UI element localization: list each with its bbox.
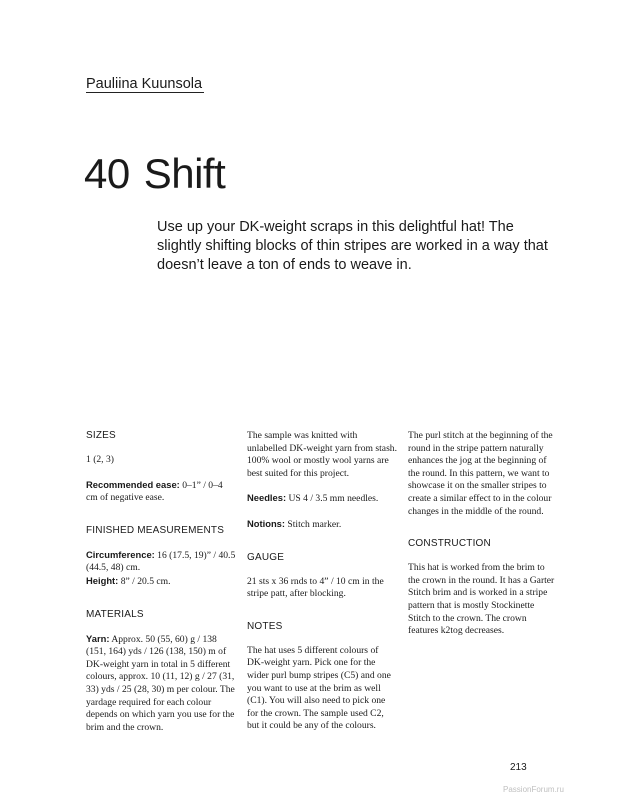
construction-text: This hat is worked from the brim to the crown in the round. It has a Garter Stitch brim and is worked in a stripe pattern that is mostly Stockinette Stitch to the crown. The crown features k2tog decreases.: [408, 562, 555, 637]
sizes-heading: SIZES: [86, 430, 116, 441]
column-2: [247, 430, 397, 745]
notes-text: The hat uses 5 different colours of DK-weight yarn. Pick one for the wider purl bump stripes (C5) and one you want to use at the brim as well (C1). You will also need to pick one for the crown. The sample used C2, but it could be any of the colours.: [247, 644, 391, 732]
ease-label: Recommended ease:: [86, 478, 180, 490]
circumference-paragraph: [86, 549, 236, 575]
column-1: [86, 430, 236, 746]
circumference-label: Circumference:: [86, 548, 155, 560]
notes-heading: NOTES: [247, 620, 283, 632]
sample-text: The sample was knitted with unlabelled DK-weight yarn from stash. 100% wool or mostly wool yarns are best suited for this project.: [247, 430, 397, 479]
pattern-name: Shift: [143, 150, 226, 197]
height-paragraph: [86, 575, 236, 589]
height-label: Height:: [86, 574, 119, 586]
needles-paragraph: [247, 492, 397, 506]
materials-heading: MATERIALS: [86, 608, 144, 620]
yarn-label: Yarn:: [86, 632, 110, 644]
construction-heading: CONSTRUCTION: [408, 538, 491, 550]
pattern-number: 40: [84, 150, 130, 197]
circumference-value: 16 (17.5, 19)” / 40.5 (44.5, 48) cm.: [86, 549, 236, 574]
notions-label: Notions:: [247, 517, 286, 529]
finished-measurements-heading: FINISHED MEASUREMENTS: [86, 524, 225, 536]
notions-value: Stitch marker.: [285, 518, 342, 530]
gauge-text: 21 sts x 36 rnds to 4” / 10 cm in the stripe patt, after blocking.: [247, 575, 384, 600]
ease-paragraph: [86, 479, 236, 505]
ease-value: 0–1” / 0–4 cm of negative ease.: [86, 479, 223, 504]
yarn-value: Approx. 50 (55, 60) g / 138 (151, 164) yds / 126 (138, 150) m of DK-weight yarn in total in 5 different colours, approx. 10 (11, 12) g / 27 (31, 33) yds / 25 (28, 30) m per colour. The yardage required for each colour depends on which yarn you use for the brim and the crown.: [86, 633, 235, 733]
notions-paragraph: [247, 518, 397, 532]
height-value: 8” / 20.5 cm.: [118, 575, 171, 587]
pattern-title: [84, 150, 225, 198]
sizes-value: 1 (2, 3): [86, 454, 114, 465]
yarn-paragraph: [86, 633, 236, 735]
page-number: 213: [510, 762, 527, 773]
gauge-heading: GAUGE: [247, 551, 285, 563]
author-name: Pauliina Kuunsola: [86, 76, 203, 92]
watermark: PassionForum.ru: [503, 785, 564, 794]
purl-stitch-text: The purl stitch at the beginning of the round in the stripe pattern naturally enhances the jog at the beginning of the round. In this pattern, we want to showcase it on the smaller stripes to create a similar effect to in the colour changes in the middle of the round.: [408, 430, 553, 517]
intro-paragraph: Use up your DK-weight scraps in this delightful hat! The slightly shifting blocks of thin stripes are worked in a way that doesn’t leave a ton of ends to weave in.: [157, 219, 548, 273]
author-underline: [86, 92, 204, 93]
column-3: [408, 430, 558, 650]
needles-value: US 4 / 3.5 mm needles.: [286, 493, 379, 505]
needles-label: Needles:: [247, 492, 287, 504]
